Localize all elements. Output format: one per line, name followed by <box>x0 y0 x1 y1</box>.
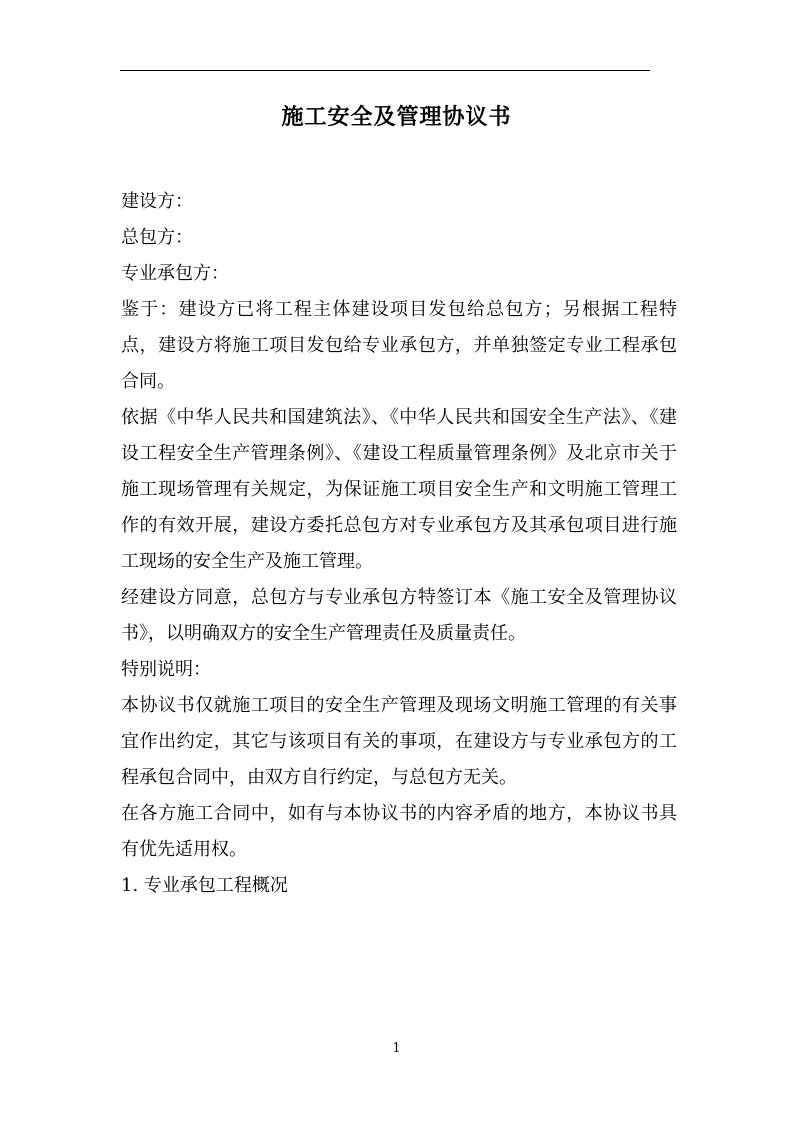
document-body <box>121 184 677 904</box>
party-specialty-contractor: 专业承包方： <box>121 263 229 284</box>
page-number: 1 <box>392 1041 401 1056</box>
paragraph-priority: 在各方施工合同中，如有与本协议书的内容矛盾的地方，本协议书具有优先适用权。 <box>121 803 677 860</box>
section-heading-1: 1. 专业承包工程概况 <box>121 875 288 896</box>
paragraph-whereas: 鉴于：建设方已将工程主体建设项目发包给总包方；另根据工程特点，建设方将施工项目发包给专业承包方，并单独签定专业工程承包合同。 <box>121 299 677 392</box>
party-general-contractor: 总包方： <box>121 227 193 248</box>
special-note-heading: 特别说明： <box>121 659 211 680</box>
paragraph-agreement: 经建设方同意，总包方与专业承包方特签订本《施工安全及管理协议书》，以明确双方的安全生产管理责任及质量责任。 <box>121 587 677 644</box>
paragraph-scope: 本协议书仅就施工项目的安全生产管理及现场文明施工管理的有关事宜作出约定，其它与该项目有关的事项，在建设方与专业承包方的工程承包合同中，由双方自行约定，与总包方无关。 <box>121 695 677 788</box>
document-title: 施工安全及管理协议书 <box>281 104 512 130</box>
header-rule <box>120 70 650 71</box>
party-construction: 建设方： <box>121 191 193 212</box>
paragraph-legal-basis: 依据《中华人民共和国建筑法》、《中华人民共和国安全生产法》、《建设工程安全生产管理条例》、《建设工程质量管理条例》及北京市关于施工现场管理有关规定，为保证施工项目安全生产和文明施工管理工作的有效开展，建设方委托总包方对专业承包方及其承包项目进行施工现场的安全生产及施工管理。 <box>121 407 677 572</box>
